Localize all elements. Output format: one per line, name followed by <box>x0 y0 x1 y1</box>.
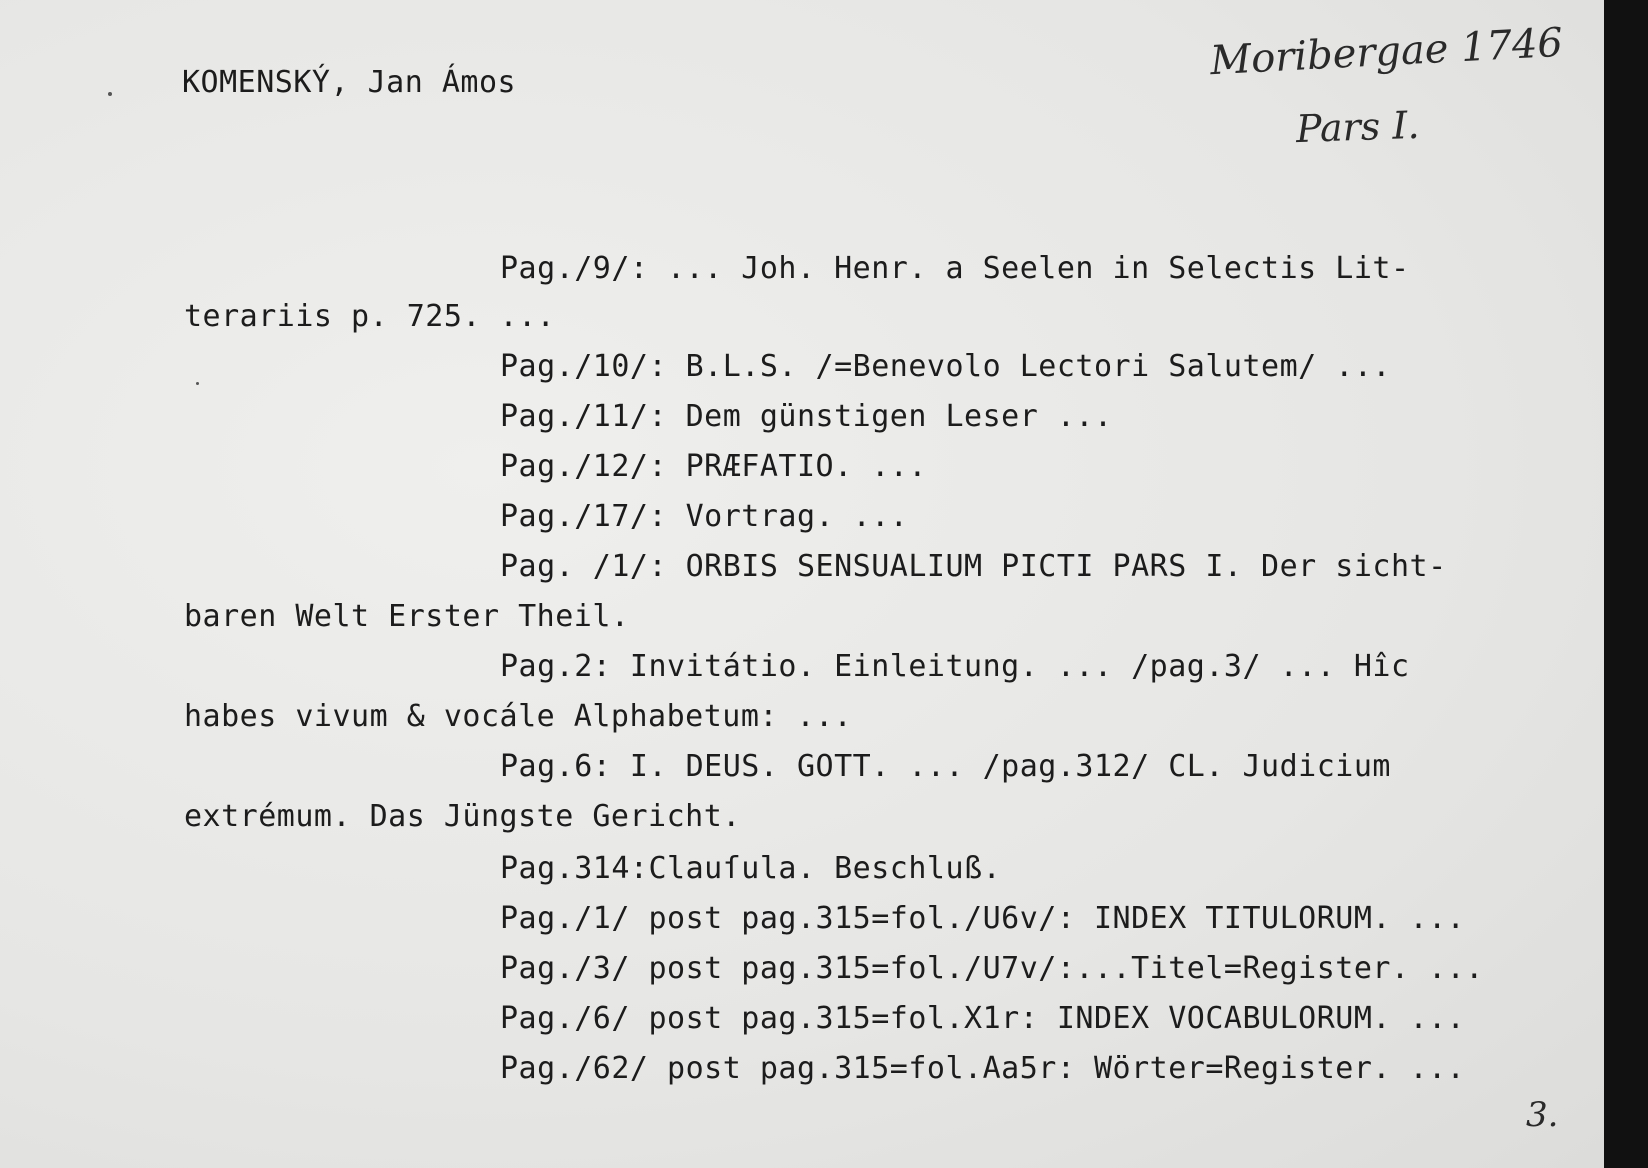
entry-line-2: terariis p. 725. ... <box>184 299 556 334</box>
entry-line-7: Pag. /1/: ORBIS SENSUALIUM PICTI PARS I. Der sicht- <box>500 549 1447 584</box>
entry-line-15: Pag./3/ post pag.315=fol./U7v/:...Titel=Register. ... <box>500 951 1484 986</box>
scan-edge <box>1604 0 1648 1168</box>
speck-mark <box>108 92 112 96</box>
entry-line-12: extrémum. Das Jüngste Gericht. <box>184 799 741 834</box>
entry-line-3: Pag./10/: B.L.S. /=Benevolo Lectori Salutem/ ... <box>500 349 1391 384</box>
sheet-number: 3. <box>1526 1095 1559 1135</box>
entry-line-17: Pag./62/ post pag.315=fol.Aa5r: Wörter=Register. ... <box>500 1051 1466 1086</box>
annotation-place-year: Moribergae 1746 <box>1209 19 1564 85</box>
entry-line-13: Pag.314:Clauſula. Beschluß. <box>500 851 1002 886</box>
card-heading: KOMENSKÝ, Jan Ámos <box>182 65 517 100</box>
entry-line-16: Pag./6/ post pag.315=fol.X1r: INDEX VOCABULORUM. ... <box>500 1001 1466 1036</box>
speck-mark <box>196 382 199 385</box>
entry-line-11: Pag.6: I. DEUS. GOTT. ... /pag.312/ CL. Judicium <box>500 749 1391 784</box>
entry-line-1: Pag./9/: ... Joh. Henr. a Seelen in Selectis Lit- <box>500 251 1410 286</box>
entry-line-8: baren Welt Erster Theil. <box>184 599 630 634</box>
entry-line-14: Pag./1/ post pag.315=fol./U6v/: INDEX TITULORUM. ... <box>500 901 1466 936</box>
entry-line-5: Pag./12/: PRÆFATIO. ... <box>500 449 927 484</box>
entry-line-10: habes vivum & vocále Alphabetum: ... <box>184 699 853 734</box>
entry-line-4: Pag./11/: Dem günstigen Leser ... <box>500 399 1113 434</box>
entry-line-6: Pag./17/: Vortrag. ... <box>500 499 909 534</box>
annotation-part: Pars I. <box>1295 102 1421 152</box>
entry-line-9: Pag.2: Invitátio. Einleitung. ... /pag.3/ ... Hîc <box>500 649 1410 684</box>
